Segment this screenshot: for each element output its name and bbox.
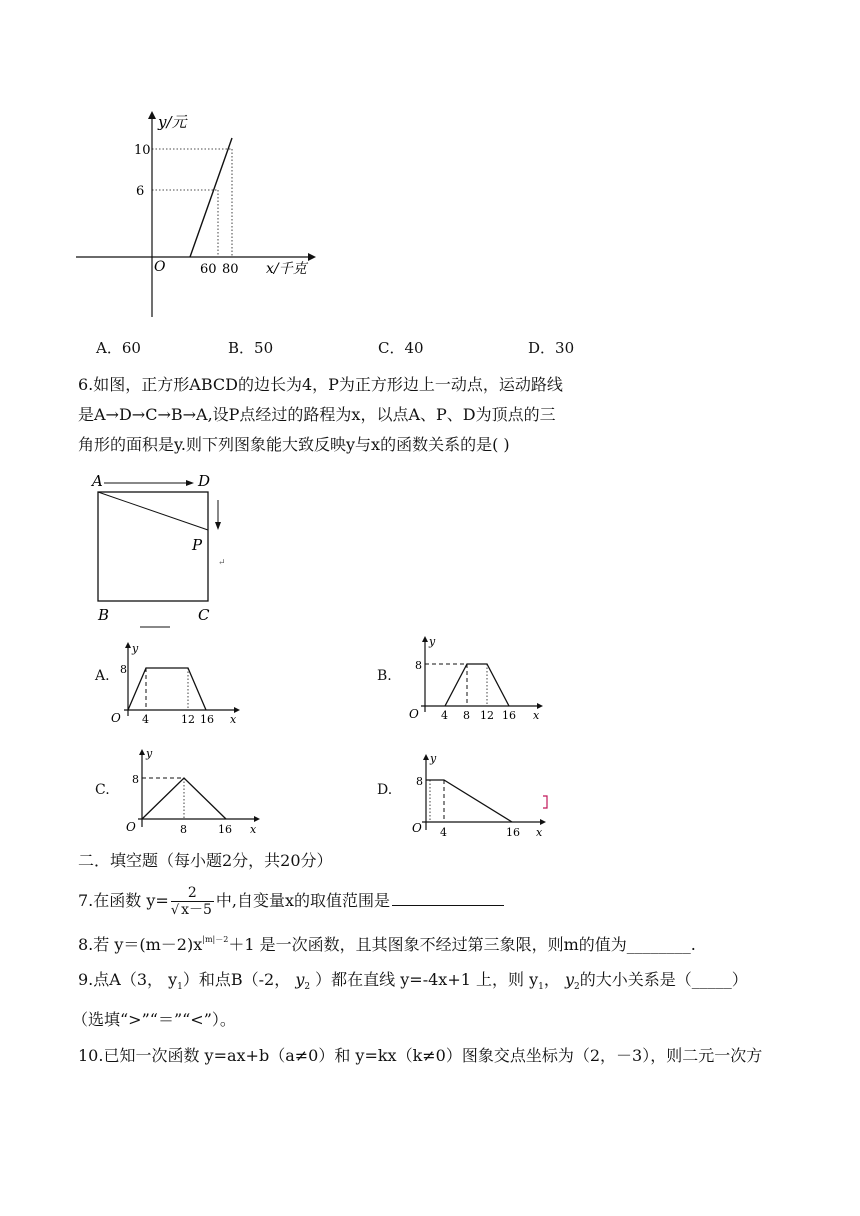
label-c: C xyxy=(198,606,210,624)
x-tick-12: 12 xyxy=(181,713,195,726)
q8-exponent: |m|－2 xyxy=(202,935,229,944)
x-label: x xyxy=(250,823,257,836)
arrow-down-icon xyxy=(215,522,221,530)
q9-line-1: 9.点A（3， $y_1$）和点B（-2， $y_2$ ）都在直线 y=-4x+1 上，则 $y_1$， $y_2$的大小关系是（_____） xyxy=(78,970,748,993)
q8-suffix: ＋1 是一次函数，且其图象不经过第三象限，则m的值为________. xyxy=(228,935,696,954)
label-a: A xyxy=(92,472,103,490)
x-axis-arrow-icon xyxy=(308,253,316,261)
q6-option-c-graph xyxy=(112,745,272,840)
graph-line xyxy=(142,778,226,819)
y-axis-label: y/元 xyxy=(158,113,187,131)
x-arrow-icon xyxy=(540,819,546,825)
q5-option-b: B．50 xyxy=(228,339,274,357)
x-tick-12: 12 xyxy=(480,709,494,722)
q7-denominator: x－5 xyxy=(181,901,212,918)
origin-label: O xyxy=(154,259,166,275)
return-mark: ↵ xyxy=(218,558,226,568)
bracket-mark-icon xyxy=(543,796,547,808)
q5-option-d: D．30 xyxy=(528,339,575,357)
x-tick-4: 4 xyxy=(142,713,149,726)
q7-fraction: $\frac{2}{√ x-5}$ xyxy=(170,884,212,918)
y-arrow-icon xyxy=(423,754,429,760)
graph-line xyxy=(128,668,206,710)
x-tick-16: 16 xyxy=(218,823,232,836)
square-abcd-figure xyxy=(88,470,248,630)
y-tick-8: 8 xyxy=(416,775,423,788)
q8 xyxy=(78,930,696,955)
y-label: y xyxy=(146,747,153,760)
x-axis-label: x/千克 xyxy=(266,261,307,277)
q6-line-2: 是A→D→C→B→A,设P点经过的路程为x，以点A、P、D为顶点的三 xyxy=(78,405,556,424)
y-tick-6: 6 xyxy=(136,184,145,199)
x-tick-4: 4 xyxy=(440,826,447,839)
graph-line xyxy=(426,780,512,822)
q9-line-2: （选填“>”“＝”“<”）。 xyxy=(72,1010,236,1029)
x-tick-80: 80 xyxy=(222,262,239,277)
y-tick-8: 8 xyxy=(120,663,127,676)
q6-option-b-label: B. xyxy=(377,668,392,684)
x-tick-8: 8 xyxy=(180,823,187,836)
q5-option-a: A．60 xyxy=(96,339,141,357)
price-weight-graph xyxy=(70,105,320,320)
y-arrow-icon xyxy=(139,749,145,755)
y-arrow-icon xyxy=(125,642,131,648)
q6-option-d-label: D. xyxy=(377,782,393,798)
y-tick-10: 10 xyxy=(134,143,151,158)
label-b: B xyxy=(98,606,110,624)
y-label: y xyxy=(430,752,437,765)
x-tick-4: 4 xyxy=(441,709,448,722)
origin: O xyxy=(412,821,422,835)
x-tick-8: 8 xyxy=(463,709,470,722)
q7-suffix: 中,自变量x的取值范围是 xyxy=(215,891,391,910)
y-tick-8: 8 xyxy=(415,659,422,672)
origin: O xyxy=(409,707,419,721)
x-tick-16: 16 xyxy=(506,826,520,839)
q10: 10.已知一次函数 y=ax+b（a≠0）和 y=kx（k≠0）图象交点坐标为（2，－3），则二元一次方 xyxy=(78,1046,763,1065)
x-tick-16: 16 xyxy=(200,713,214,726)
q8-prefix: 8.若 y＝(m－2)x xyxy=(78,935,203,954)
q6-line-3: 角形的面积是y.则下列图象能大致反映y与x的函数关系的是( ) xyxy=(78,435,510,454)
q5-option-c: C．40 xyxy=(378,339,424,357)
q7-prefix: 7.在函数 y= xyxy=(78,891,169,910)
x-label: x xyxy=(533,709,540,722)
label-p: P xyxy=(192,536,203,554)
q6-option-a-label: A. xyxy=(95,668,110,684)
x-arrow-icon xyxy=(254,816,260,822)
x-tick-16: 16 xyxy=(502,709,516,722)
y-axis-arrow-icon xyxy=(148,111,156,119)
q6-option-a-graph xyxy=(108,640,248,726)
section-2-heading: 二．填空题（每小题2分，共20分） xyxy=(78,851,333,870)
q6-option-c-label: C. xyxy=(95,782,110,798)
y-label: y xyxy=(132,642,139,655)
origin: O xyxy=(111,711,121,725)
segment-ap xyxy=(98,492,208,530)
graph-line xyxy=(445,664,509,706)
y-arrow-icon xyxy=(422,636,428,642)
label-d: D xyxy=(198,472,211,490)
q7 xyxy=(78,884,504,918)
x-label: x xyxy=(536,826,543,839)
arrow-right-icon xyxy=(186,480,194,486)
q6-option-d-graph xyxy=(406,752,556,842)
x-label: x xyxy=(230,713,237,726)
y-tick-8: 8 xyxy=(132,773,139,786)
origin: O xyxy=(126,820,136,834)
price-line xyxy=(190,138,232,257)
q6-line-1: 6.如图，正方形ABCD的边长为4，P为正方形边上一动点，运动路线 xyxy=(78,375,563,394)
q6-option-b-graph xyxy=(403,632,553,724)
x-tick-60: 60 xyxy=(200,262,217,277)
y-label: y xyxy=(429,635,436,648)
q7-answer-blank[interactable] xyxy=(392,889,504,906)
q7-numerator: 2 xyxy=(171,885,214,902)
